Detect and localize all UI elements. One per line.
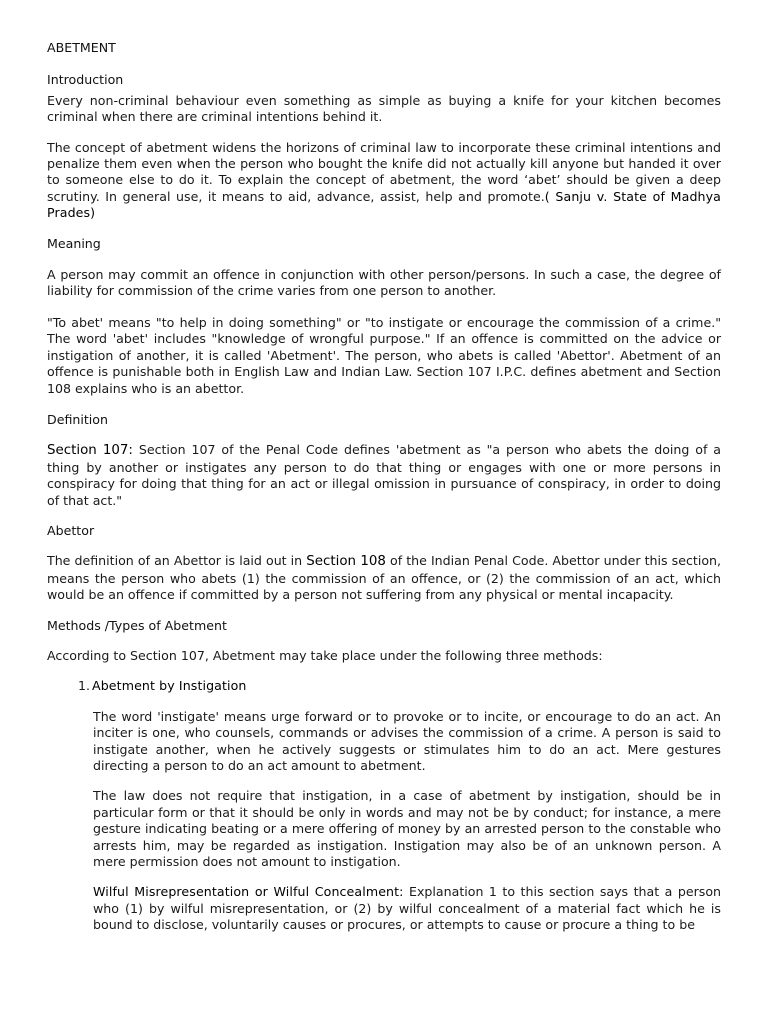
abettor-text-pre: The definition of an Abettor is laid out in [47,553,307,569]
list-item-title: Abetment by Instigation [92,678,247,694]
meaning-paragraph-1: A person may commit an offence in conjunction with other person/persons. In such a case, the degree of liability for commission of the crime varies from one person to another. [47,267,721,299]
wilful-misrepresentation-label: Wilful Misrepresentation or Wilful Concealment: [93,884,404,900]
definition-heading: Definition [47,411,108,427]
meaning-heading: Meaning [47,235,101,251]
introduction-paragraph-2-text: The concept of abetment widens the horizons of criminal law to incorporate these criminal intentions and penalize them even when the person who bought the knife did not actually kill anyone but handed it over to someone else to do it. To explain the concept of abetment, the word ‘abet’ should be given a deep scrutiny. In general use, it means to aid, advance, assist, help and promote. [47,139,721,204]
section-108-label: Section 108 [306,554,386,570]
introduction-heading: Introduction [47,72,124,88]
definition-paragraph [47,442,721,509]
instigation-paragraph-2: The law does not require that instigation, in a case of abetment by instigation, should be in particular form or that it should be only in words and may not be by conduct; for instance, a mere gesture indicating beating or a mere offering of money by an arrested person to the constable who arrests him, may be regarded as instigation. Instigation may also be of an unknown person. A mere permission does not amount to instigation. [93,788,721,870]
introduction-paragraph-1: Every non-criminal behaviour even something as simple as buying a knife for your kitchen becomes criminal when there are criminal intentions behind it. [47,92,721,125]
methods-intro: According to Section 107, Abetment may take place under the following three methods: [47,647,603,663]
methods-heading: Methods /Types of Abetment [47,617,227,633]
section-107-label: Section 107: [47,443,133,459]
list-number: 1. [78,678,91,694]
abettor-text-rest: . Abettor under this section, means the person who abets (1) the commission of an offence, or (2) the commission of an act, which would be an offence if committed by a person not suffering from any physical or mental incapacity. [47,553,722,603]
introduction-paragraph-2 [47,140,721,222]
document-title: ABETMENT [47,40,116,55]
wilful-misrepresentation-text: Explanation 1 to this section says that a person who (1) by wilful misrepresentation, or (2) by wilful concealment of a material fact which he is bound to disclose, voluntarily causes or procures, or attempts to cause or procure a thing to be [93,884,722,933]
abettor-code-name: of the Indian Penal Code [385,553,545,569]
definition-text: Section 107 of the Penal Code defines 'abetment as "a person who abets the doing of a thing by another or instigates any person to do that thing or engages with one or more persons in conspiracy for doing that thing for an act or illegal omission in pursuance of conspiracy, in order to doing of that act." [47,442,721,508]
case-citation: ( Sanju v. State of Madhya Prades) [47,188,722,221]
abettor-paragraph [47,553,721,603]
abettor-heading: Abettor [47,522,95,538]
instigation-paragraph-3 [93,884,721,933]
instigation-section [47,709,721,934]
instigation-paragraph-1: The word 'instigate' means urge forward or to provoke or to incite, or encourage to do an act. An inciter is one, who counsels, commands or advises the commission of a crime. A person is said to instigate another, when he actively suggests or stimulates him to do an act. Mere gestures directing a person to do an act amount to abetment. [93,708,721,773]
document-page [47,40,721,934]
list-item-abetment-by-instigation [47,678,721,694]
meaning-paragraph-2: "To abet' means "to help in doing something" or "to instigate or encourage the commission of a crime." The word 'abet' includes "knowledge of wrongful purpose." If an offence is committed on the advice or instigation of another, it is called 'Abetment'. The person, who abets is called 'Abettor'. Abetment of an offence is punishable both in English Law and Indian Law. Section 107 I.P.C. defines abetment and Section 108 explains who is an abettor. [47,314,721,396]
